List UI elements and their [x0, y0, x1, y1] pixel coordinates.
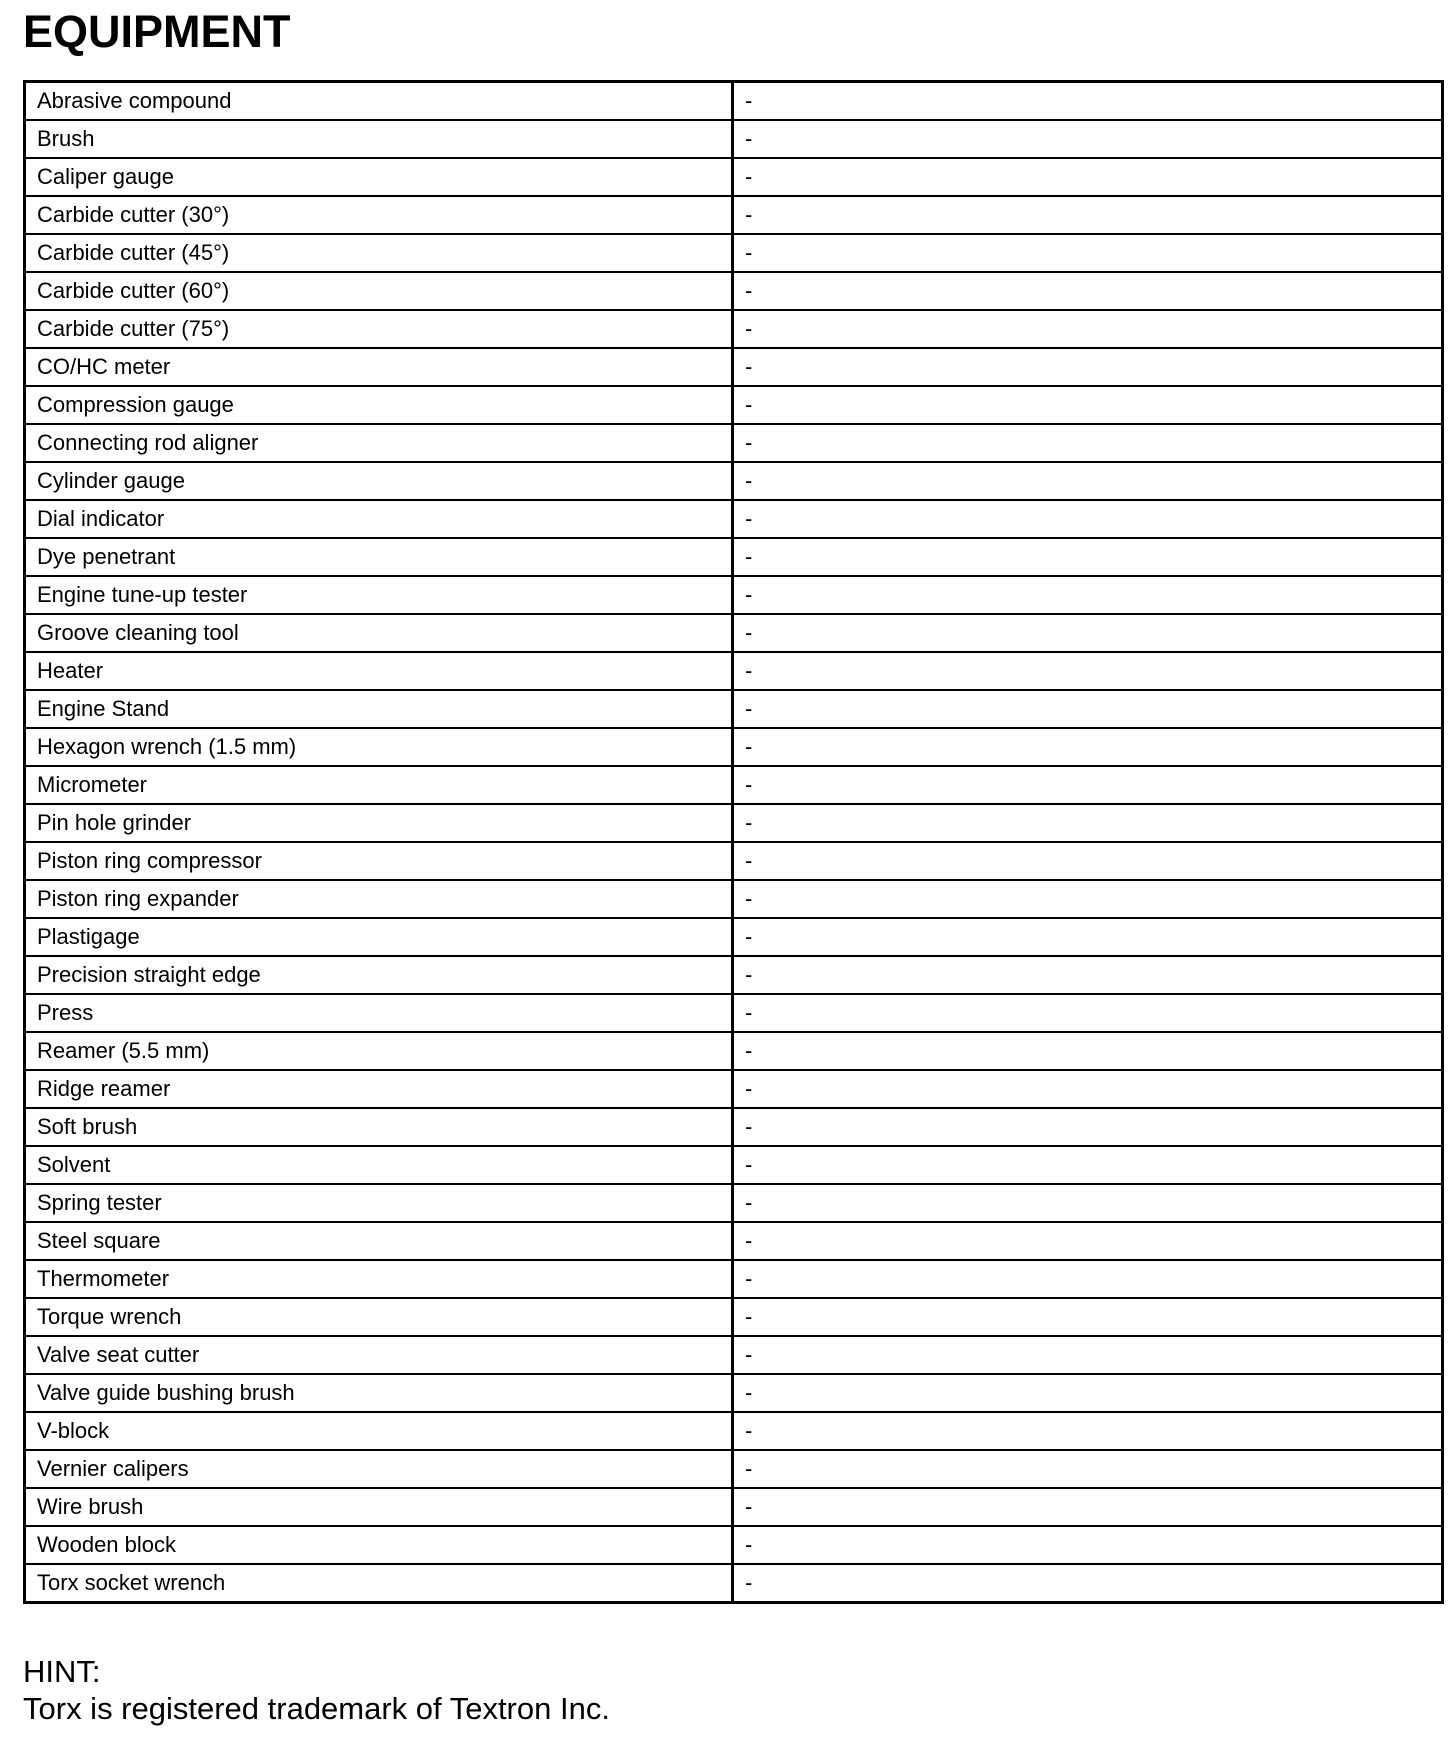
table-row [25, 728, 1443, 766]
equipment-value-cell: - [733, 1108, 1443, 1146]
table-row [25, 1146, 1443, 1184]
equipment-name-cell: Valve guide bushing brush [25, 1374, 733, 1412]
table-row [25, 1450, 1443, 1488]
equipment-name-cell: Torx socket wrench [25, 1564, 733, 1603]
equipment-value-cell: - [733, 1488, 1443, 1526]
equipment-name-cell: Soft brush [25, 1108, 733, 1146]
table-row [25, 196, 1443, 234]
equipment-value-cell: - [733, 1412, 1443, 1450]
table-row [25, 652, 1443, 690]
equipment-value-cell: - [733, 994, 1443, 1032]
table-row [25, 1488, 1443, 1526]
equipment-name-cell: Heater [25, 652, 733, 690]
page-title: EQUIPMENT [23, 6, 291, 57]
table-row [25, 1108, 1443, 1146]
table-row [25, 120, 1443, 158]
equipment-name-cell: CO/HC meter [25, 348, 733, 386]
equipment-value-cell: - [733, 1260, 1443, 1298]
equipment-value-cell: - [733, 1032, 1443, 1070]
equipment-name-cell: Hexagon wrench (1.5 mm) [25, 728, 733, 766]
equipment-value-cell: - [733, 272, 1443, 310]
equipment-name-cell: Torque wrench [25, 1298, 733, 1336]
equipment-value-cell: - [733, 196, 1443, 234]
equipment-value-cell: - [733, 1222, 1443, 1260]
equipment-name-cell: Spring tester [25, 1184, 733, 1222]
equipment-value-cell: - [733, 652, 1443, 690]
table-row [25, 994, 1443, 1032]
equipment-name-cell: Thermometer [25, 1260, 733, 1298]
table-row [25, 1336, 1443, 1374]
equipment-name-cell: Carbide cutter (60°) [25, 272, 733, 310]
table-row [25, 1526, 1443, 1564]
equipment-name-cell: Brush [25, 120, 733, 158]
equipment-value-cell: - [733, 424, 1443, 462]
equipment-value-cell: - [733, 158, 1443, 196]
equipment-name-cell: Carbide cutter (75°) [25, 310, 733, 348]
table-row [25, 310, 1443, 348]
equipment-name-cell: Piston ring compressor [25, 842, 733, 880]
equipment-value-cell: - [733, 538, 1443, 576]
table-row [25, 842, 1443, 880]
equipment-name-cell: Precision straight edge [25, 956, 733, 994]
hint-note [23, 1653, 610, 1727]
equipment-value-cell: - [733, 842, 1443, 880]
table-row [25, 1374, 1443, 1412]
equipment-name-cell: Vernier calipers [25, 1450, 733, 1488]
equipment-name-cell: Engine tune-up tester [25, 576, 733, 614]
table-row [25, 918, 1443, 956]
equipment-value-cell: - [733, 918, 1443, 956]
table-row [25, 1412, 1443, 1450]
equipment-value-cell: - [733, 1070, 1443, 1108]
table-row [25, 462, 1443, 500]
equipment-name-cell: Steel square [25, 1222, 733, 1260]
equipment-name-cell: Cylinder gauge [25, 462, 733, 500]
equipment-value-cell: - [733, 348, 1443, 386]
equipment-value-cell: - [733, 82, 1443, 121]
equipment-name-cell: Wire brush [25, 1488, 733, 1526]
equipment-value-cell: - [733, 766, 1443, 804]
equipment-name-cell: Carbide cutter (45°) [25, 234, 733, 272]
table-row [25, 614, 1443, 652]
table-row [25, 690, 1443, 728]
equipment-value-cell: - [733, 804, 1443, 842]
equipment-value-cell: - [733, 728, 1443, 766]
table-row [25, 766, 1443, 804]
equipment-name-cell: Dial indicator [25, 500, 733, 538]
table-row [25, 880, 1443, 918]
equipment-name-cell: Ridge reamer [25, 1070, 733, 1108]
equipment-value-cell: - [733, 1298, 1443, 1336]
equipment-name-cell: Press [25, 994, 733, 1032]
equipment-value-cell: - [733, 386, 1443, 424]
equipment-name-cell: Connecting rod aligner [25, 424, 733, 462]
equipment-value-cell: - [733, 614, 1443, 652]
equipment-table [23, 80, 1444, 1604]
table-row [25, 538, 1443, 576]
equipment-name-cell: Valve seat cutter [25, 1336, 733, 1374]
equipment-name-cell: Solvent [25, 1146, 733, 1184]
equipment-name-cell: Engine Stand [25, 690, 733, 728]
table-row [25, 500, 1443, 538]
equipment-value-cell: - [733, 880, 1443, 918]
equipment-value-cell: - [733, 1184, 1443, 1222]
table-row [25, 1184, 1443, 1222]
equipment-value-cell: - [733, 1336, 1443, 1374]
equipment-value-cell: - [733, 1146, 1443, 1184]
table-row [25, 348, 1443, 386]
equipment-name-cell: Compression gauge [25, 386, 733, 424]
equipment-name-cell: Reamer (5.5 mm) [25, 1032, 733, 1070]
equipment-value-cell: - [733, 234, 1443, 272]
equipment-name-cell: Piston ring expander [25, 880, 733, 918]
equipment-value-cell: - [733, 120, 1443, 158]
table-row [25, 956, 1443, 994]
table-row [25, 158, 1443, 196]
table-row [25, 386, 1443, 424]
equipment-name-cell: Plastigage [25, 918, 733, 956]
equipment-value-cell: - [733, 690, 1443, 728]
equipment-table-body [25, 82, 1443, 1603]
table-row [25, 804, 1443, 842]
equipment-value-cell: - [733, 1564, 1443, 1603]
equipment-name-cell: Dye penetrant [25, 538, 733, 576]
equipment-value-cell: - [733, 462, 1443, 500]
table-row [25, 1070, 1443, 1108]
table-row [25, 272, 1443, 310]
table-row [25, 1222, 1443, 1260]
table-row [25, 424, 1443, 462]
equipment-value-cell: - [733, 1450, 1443, 1488]
table-row [25, 234, 1443, 272]
equipment-name-cell: Groove cleaning tool [25, 614, 733, 652]
table-row [25, 1298, 1443, 1336]
equipment-value-cell: - [733, 576, 1443, 614]
equipment-value-cell: - [733, 310, 1443, 348]
table-row [25, 1564, 1443, 1603]
equipment-name-cell: Abrasive compound [25, 82, 733, 121]
hint-text: Torx is registered trademark of Textron Inc. [23, 1691, 610, 1726]
hint-label: HINT: [23, 1654, 101, 1689]
equipment-name-cell: Pin hole grinder [25, 804, 733, 842]
table-row [25, 576, 1443, 614]
equipment-value-cell: - [733, 1526, 1443, 1564]
equipment-value-cell: - [733, 1374, 1443, 1412]
equipment-name-cell: Caliper gauge [25, 158, 733, 196]
equipment-name-cell: Wooden block [25, 1526, 733, 1564]
equipment-value-cell: - [733, 956, 1443, 994]
equipment-name-cell: Carbide cutter (30°) [25, 196, 733, 234]
table-row [25, 82, 1443, 121]
equipment-name-cell: V-block [25, 1412, 733, 1450]
table-row [25, 1260, 1443, 1298]
table-row [25, 1032, 1443, 1070]
equipment-value-cell: - [733, 500, 1443, 538]
equipment-name-cell: Micrometer [25, 766, 733, 804]
